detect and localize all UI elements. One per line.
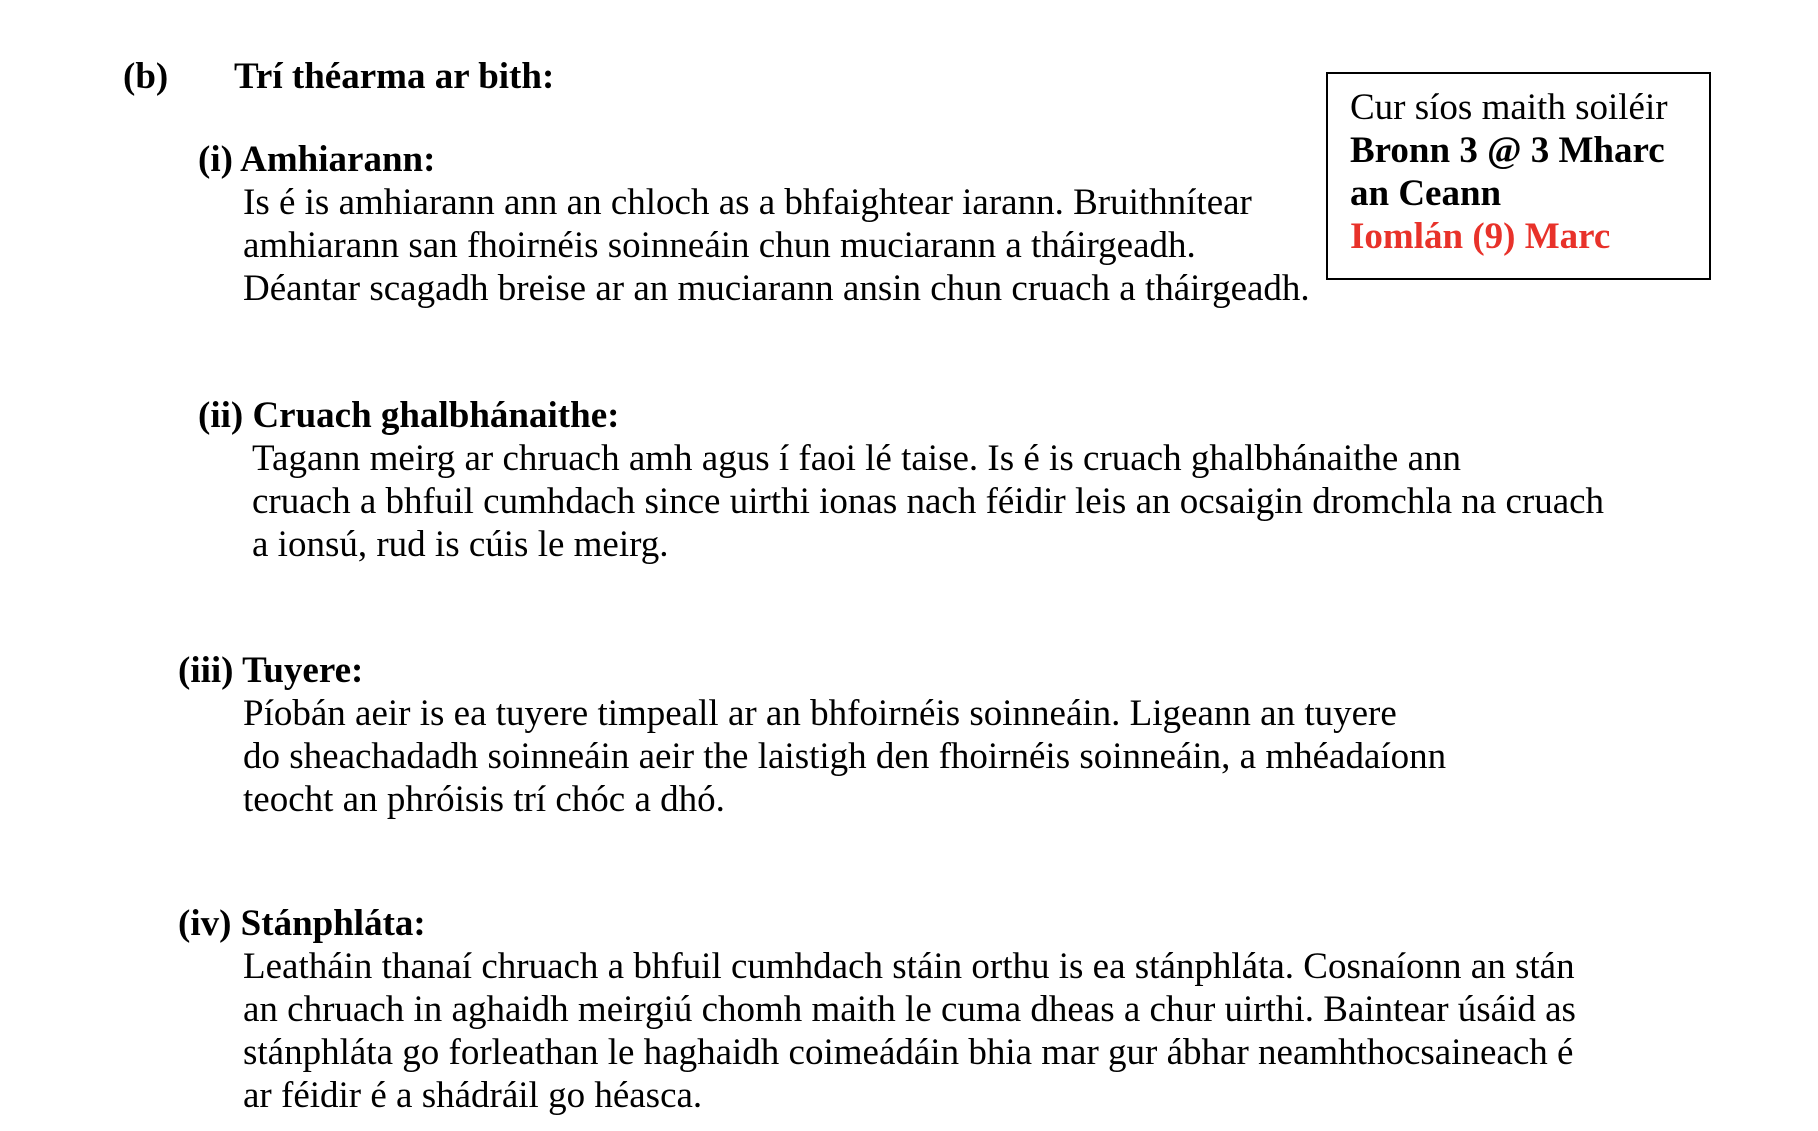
term-body-amhiarann [243, 181, 1310, 310]
mark-box-description: Cur síos maith soiléir [1350, 87, 1668, 128]
term-body-line: Leatháin thanaí chruach a bhfuil cumhdach stáin orthu is ea stánphláta. Cosnaíonn an stán [243, 946, 1575, 987]
mark-box-total: Iomlán (9) Marc [1350, 216, 1611, 257]
mark-box-award: Bronn 3 @ 3 Mharc [1350, 130, 1665, 171]
term-body-line: Is é is amhiarann ann an chloch as a bhfaightear iarann. Bruithnítear [243, 182, 1252, 223]
term-body-cruach-ghalbhanaithe [252, 437, 1604, 566]
term-body-stanphlata [243, 945, 1576, 1117]
term-body-line: stánphláta go forleathan le haghaidh coimeádáin bhia mar gur ábhar neamhthocsaineach é [243, 1032, 1574, 1073]
section-label: (b) [123, 56, 169, 97]
section-title: Trí théarma ar bith: [234, 56, 555, 97]
term-body-line: an chruach in aghaidh meirgiú chomh maith le cuma dheas a chur uirthi. Baintear úsáid as [243, 989, 1576, 1030]
term-body-line: amhiarann san fhoirnéis soinneáin chun muciarann a tháirgeadh. [243, 225, 1196, 266]
term-heading-stanphlata: (iv) Stánphláta: [178, 903, 426, 944]
term-body-line: Píobán aeir is ea tuyere timpeall ar an bhfoirnéis soinneáin. Ligeann an tuyere [243, 693, 1397, 734]
term-body-line: Déantar scagadh breise ar an muciarann ansin chun cruach a tháirgeadh. [243, 268, 1310, 309]
mark-box-each: an Ceann [1350, 173, 1502, 214]
term-body-line: do sheachadadh soinneáin aeir the laistigh den fhoirnéis soinneáin, a mhéadaíonn [243, 736, 1447, 777]
term-heading-cruach-ghalbhanaithe: (ii) Cruach ghalbhánaithe: [198, 395, 620, 436]
marking-scheme-box [1326, 72, 1711, 280]
term-body-line: Tagann meirg ar chruach amh agus í faoi lé taise. Is é is cruach ghalbhánaithe ann [252, 438, 1462, 479]
term-body-line: cruach a bhfuil cumhdach since uirthi ionas nach féidir leis an ocsaigin dromchla na cruach [252, 481, 1605, 522]
term-body-tuyere [243, 692, 1446, 821]
term-body-line: teocht an phróisis trí chóc a dhó. [243, 779, 725, 820]
term-body-line: ar féidir é a shádráil go héasca. [243, 1075, 703, 1116]
term-body-line: a ionsú, rud is cúis le meirg. [252, 524, 669, 565]
term-heading-amhiarann: (i) Amhiarann: [198, 139, 436, 180]
term-heading-tuyere: (iii) Tuyere: [178, 650, 364, 691]
